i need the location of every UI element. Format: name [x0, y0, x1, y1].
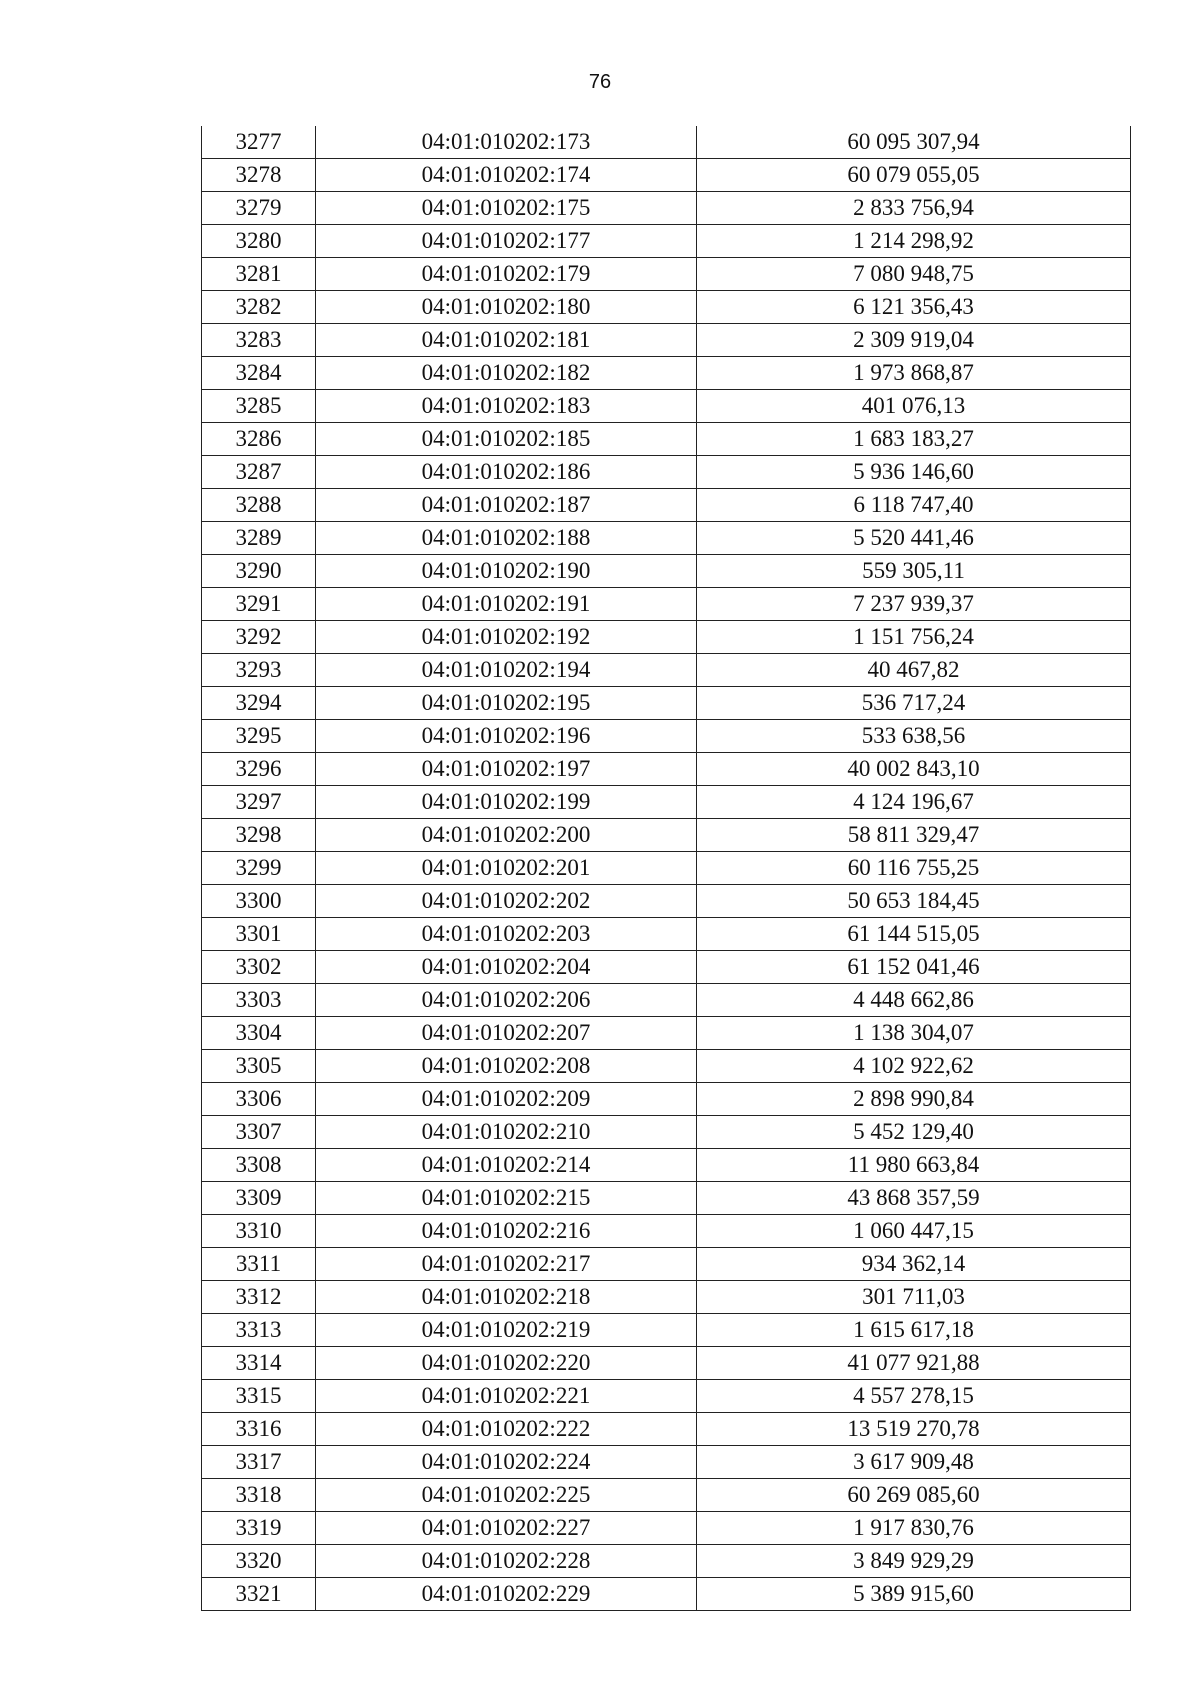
row-number-cell: 3317 [202, 1446, 316, 1479]
table-row [202, 291, 1131, 324]
row-number-cell: 3287 [202, 456, 316, 489]
row-number-cell: 3280 [202, 225, 316, 258]
value-cell: 5 936 146,60 [697, 456, 1131, 489]
value-cell: 536 717,24 [697, 687, 1131, 720]
table-row [202, 1248, 1131, 1281]
table-row [202, 885, 1131, 918]
cadastral-number-cell: 04:01:010202:216 [316, 1215, 697, 1248]
cadastral-number-cell: 04:01:010202:181 [316, 324, 697, 357]
table-row [202, 654, 1131, 687]
row-number-cell: 3281 [202, 258, 316, 291]
cadastral-number-cell: 04:01:010202:221 [316, 1380, 697, 1413]
table-row [202, 258, 1131, 291]
row-number-cell: 3277 [202, 126, 316, 159]
value-cell: 301 711,03 [697, 1281, 1131, 1314]
cadastral-number-cell: 04:01:010202:187 [316, 489, 697, 522]
value-cell: 401 076,13 [697, 390, 1131, 423]
value-cell: 6 118 747,40 [697, 489, 1131, 522]
row-number-cell: 3321 [202, 1578, 316, 1611]
row-number-cell: 3316 [202, 1413, 316, 1446]
cadastral-number-cell: 04:01:010202:208 [316, 1050, 697, 1083]
cadastral-number-cell: 04:01:010202:215 [316, 1182, 697, 1215]
value-cell: 1 151 756,24 [697, 621, 1131, 654]
table-row [202, 324, 1131, 357]
value-cell: 1 214 298,92 [697, 225, 1131, 258]
row-number-cell: 3299 [202, 852, 316, 885]
value-cell: 40 467,82 [697, 654, 1131, 687]
table-row [202, 819, 1131, 852]
cadastral-number-cell: 04:01:010202:210 [316, 1116, 697, 1149]
row-number-cell: 3297 [202, 786, 316, 819]
row-number-cell: 3279 [202, 192, 316, 225]
table-row [202, 852, 1131, 885]
table-row [202, 1446, 1131, 1479]
value-cell: 1 917 830,76 [697, 1512, 1131, 1545]
cadastral-number-cell: 04:01:010202:201 [316, 852, 697, 885]
value-cell: 559 305,11 [697, 555, 1131, 588]
value-cell: 40 002 843,10 [697, 753, 1131, 786]
row-number-cell: 3289 [202, 522, 316, 555]
table-row [202, 1215, 1131, 1248]
table-row [202, 1281, 1131, 1314]
value-cell: 60 269 085,60 [697, 1479, 1131, 1512]
value-cell: 60 079 055,05 [697, 159, 1131, 192]
table-row [202, 225, 1131, 258]
table-row [202, 621, 1131, 654]
row-number-cell: 3312 [202, 1281, 316, 1314]
value-cell: 13 519 270,78 [697, 1413, 1131, 1446]
row-number-cell: 3298 [202, 819, 316, 852]
table-row [202, 588, 1131, 621]
row-number-cell: 3295 [202, 720, 316, 753]
cadastral-number-cell: 04:01:010202:204 [316, 951, 697, 984]
row-number-cell: 3319 [202, 1512, 316, 1545]
value-cell: 1 615 617,18 [697, 1314, 1131, 1347]
row-number-cell: 3309 [202, 1182, 316, 1215]
cadastral-number-cell: 04:01:010202:219 [316, 1314, 697, 1347]
row-number-cell: 3285 [202, 390, 316, 423]
table-row [202, 687, 1131, 720]
table-row [202, 555, 1131, 588]
value-cell: 2 898 990,84 [697, 1083, 1131, 1116]
row-number-cell: 3288 [202, 489, 316, 522]
cadastral-number-cell: 04:01:010202:199 [316, 786, 697, 819]
table-row [202, 1116, 1131, 1149]
value-cell: 1 973 868,87 [697, 357, 1131, 390]
value-cell: 5 520 441,46 [697, 522, 1131, 555]
row-number-cell: 3313 [202, 1314, 316, 1347]
value-cell: 7 237 939,37 [697, 588, 1131, 621]
cadastral-number-cell: 04:01:010202:220 [316, 1347, 697, 1380]
table-row [202, 720, 1131, 753]
value-cell: 50 653 184,45 [697, 885, 1131, 918]
value-cell: 5 389 915,60 [697, 1578, 1131, 1611]
row-number-cell: 3302 [202, 951, 316, 984]
value-cell: 4 124 196,67 [697, 786, 1131, 819]
value-cell: 60 116 755,25 [697, 852, 1131, 885]
row-number-cell: 3320 [202, 1545, 316, 1578]
row-number-cell: 3301 [202, 918, 316, 951]
value-cell: 41 077 921,88 [697, 1347, 1131, 1380]
table-row [202, 1578, 1131, 1611]
table-row [202, 753, 1131, 786]
table-row [202, 126, 1131, 159]
cadastral-number-cell: 04:01:010202:206 [316, 984, 697, 1017]
table-row [202, 456, 1131, 489]
cadastral-number-cell: 04:01:010202:190 [316, 555, 697, 588]
table-row [202, 489, 1131, 522]
row-number-cell: 3318 [202, 1479, 316, 1512]
cadastral-number-cell: 04:01:010202:228 [316, 1545, 697, 1578]
cadastral-number-cell: 04:01:010202:192 [316, 621, 697, 654]
cadastral-number-cell: 04:01:010202:183 [316, 390, 697, 423]
cadastral-number-cell: 04:01:010202:194 [316, 654, 697, 687]
cadastral-number-cell: 04:01:010202:191 [316, 588, 697, 621]
value-cell: 2 833 756,94 [697, 192, 1131, 225]
value-cell: 60 095 307,94 [697, 126, 1131, 159]
row-number-cell: 3283 [202, 324, 316, 357]
table-row [202, 1479, 1131, 1512]
data-table [201, 126, 1131, 1611]
row-number-cell: 3304 [202, 1017, 316, 1050]
value-cell: 934 362,14 [697, 1248, 1131, 1281]
table-row [202, 1050, 1131, 1083]
value-cell: 1 060 447,15 [697, 1215, 1131, 1248]
table-row [202, 1545, 1131, 1578]
cadastral-number-cell: 04:01:010202:227 [316, 1512, 697, 1545]
row-number-cell: 3315 [202, 1380, 316, 1413]
cadastral-number-cell: 04:01:010202:195 [316, 687, 697, 720]
row-number-cell: 3308 [202, 1149, 316, 1182]
page-number: 76 [588, 71, 612, 93]
cadastral-number-cell: 04:01:010202:225 [316, 1479, 697, 1512]
table-row [202, 192, 1131, 225]
table-row [202, 1182, 1131, 1215]
table-row [202, 159, 1131, 192]
table-row [202, 390, 1131, 423]
value-cell: 5 452 129,40 [697, 1116, 1131, 1149]
row-number-cell: 3296 [202, 753, 316, 786]
table-row [202, 984, 1131, 1017]
value-cell: 43 868 357,59 [697, 1182, 1131, 1215]
cadastral-number-cell: 04:01:010202:188 [316, 522, 697, 555]
row-number-cell: 3300 [202, 885, 316, 918]
value-cell: 3 849 929,29 [697, 1545, 1131, 1578]
cadastral-number-cell: 04:01:010202:177 [316, 225, 697, 258]
row-number-cell: 3306 [202, 1083, 316, 1116]
cadastral-number-cell: 04:01:010202:214 [316, 1149, 697, 1182]
cadastral-number-cell: 04:01:010202:209 [316, 1083, 697, 1116]
row-number-cell: 3286 [202, 423, 316, 456]
row-number-cell: 3303 [202, 984, 316, 1017]
row-number-cell: 3311 [202, 1248, 316, 1281]
table-row [202, 1512, 1131, 1545]
row-number-cell: 3290 [202, 555, 316, 588]
row-number-cell: 3294 [202, 687, 316, 720]
value-cell: 1 138 304,07 [697, 1017, 1131, 1050]
table-row [202, 951, 1131, 984]
cadastral-number-cell: 04:01:010202:180 [316, 291, 697, 324]
row-number-cell: 3310 [202, 1215, 316, 1248]
cadastral-number-cell: 04:01:010202:175 [316, 192, 697, 225]
data-table-container [201, 126, 1130, 1611]
row-number-cell: 3293 [202, 654, 316, 687]
table-row [202, 357, 1131, 390]
cadastral-number-cell: 04:01:010202:203 [316, 918, 697, 951]
cadastral-number-cell: 04:01:010202:197 [316, 753, 697, 786]
cadastral-number-cell: 04:01:010202:186 [316, 456, 697, 489]
cadastral-number-cell: 04:01:010202:200 [316, 819, 697, 852]
cadastral-number-cell: 04:01:010202:224 [316, 1446, 697, 1479]
table-row [202, 1380, 1131, 1413]
table-body [202, 126, 1131, 1611]
cadastral-number-cell: 04:01:010202:218 [316, 1281, 697, 1314]
value-cell: 61 152 041,46 [697, 951, 1131, 984]
table-row [202, 918, 1131, 951]
value-cell: 533 638,56 [697, 720, 1131, 753]
cadastral-number-cell: 04:01:010202:182 [316, 357, 697, 390]
row-number-cell: 3314 [202, 1347, 316, 1380]
row-number-cell: 3291 [202, 588, 316, 621]
value-cell: 11 980 663,84 [697, 1149, 1131, 1182]
table-row [202, 1017, 1131, 1050]
row-number-cell: 3284 [202, 357, 316, 390]
cadastral-number-cell: 04:01:010202:217 [316, 1248, 697, 1281]
value-cell: 7 080 948,75 [697, 258, 1131, 291]
value-cell: 6 121 356,43 [697, 291, 1131, 324]
value-cell: 1 683 183,27 [697, 423, 1131, 456]
row-number-cell: 3305 [202, 1050, 316, 1083]
value-cell: 3 617 909,48 [697, 1446, 1131, 1479]
value-cell: 4 102 922,62 [697, 1050, 1131, 1083]
value-cell: 4 557 278,15 [697, 1380, 1131, 1413]
table-row [202, 1083, 1131, 1116]
row-number-cell: 3292 [202, 621, 316, 654]
value-cell: 61 144 515,05 [697, 918, 1131, 951]
table-row [202, 1149, 1131, 1182]
table-row [202, 1347, 1131, 1380]
row-number-cell: 3307 [202, 1116, 316, 1149]
table-row [202, 423, 1131, 456]
value-cell: 4 448 662,86 [697, 984, 1131, 1017]
cadastral-number-cell: 04:01:010202:207 [316, 1017, 697, 1050]
row-number-cell: 3282 [202, 291, 316, 324]
table-row [202, 1314, 1131, 1347]
cadastral-number-cell: 04:01:010202:173 [316, 126, 697, 159]
cadastral-number-cell: 04:01:010202:174 [316, 159, 697, 192]
cadastral-number-cell: 04:01:010202:179 [316, 258, 697, 291]
table-row [202, 522, 1131, 555]
cadastral-number-cell: 04:01:010202:202 [316, 885, 697, 918]
cadastral-number-cell: 04:01:010202:185 [316, 423, 697, 456]
cadastral-number-cell: 04:01:010202:196 [316, 720, 697, 753]
table-row [202, 1413, 1131, 1446]
value-cell: 58 811 329,47 [697, 819, 1131, 852]
cadastral-number-cell: 04:01:010202:222 [316, 1413, 697, 1446]
value-cell: 2 309 919,04 [697, 324, 1131, 357]
cadastral-number-cell: 04:01:010202:229 [316, 1578, 697, 1611]
row-number-cell: 3278 [202, 159, 316, 192]
table-row [202, 786, 1131, 819]
